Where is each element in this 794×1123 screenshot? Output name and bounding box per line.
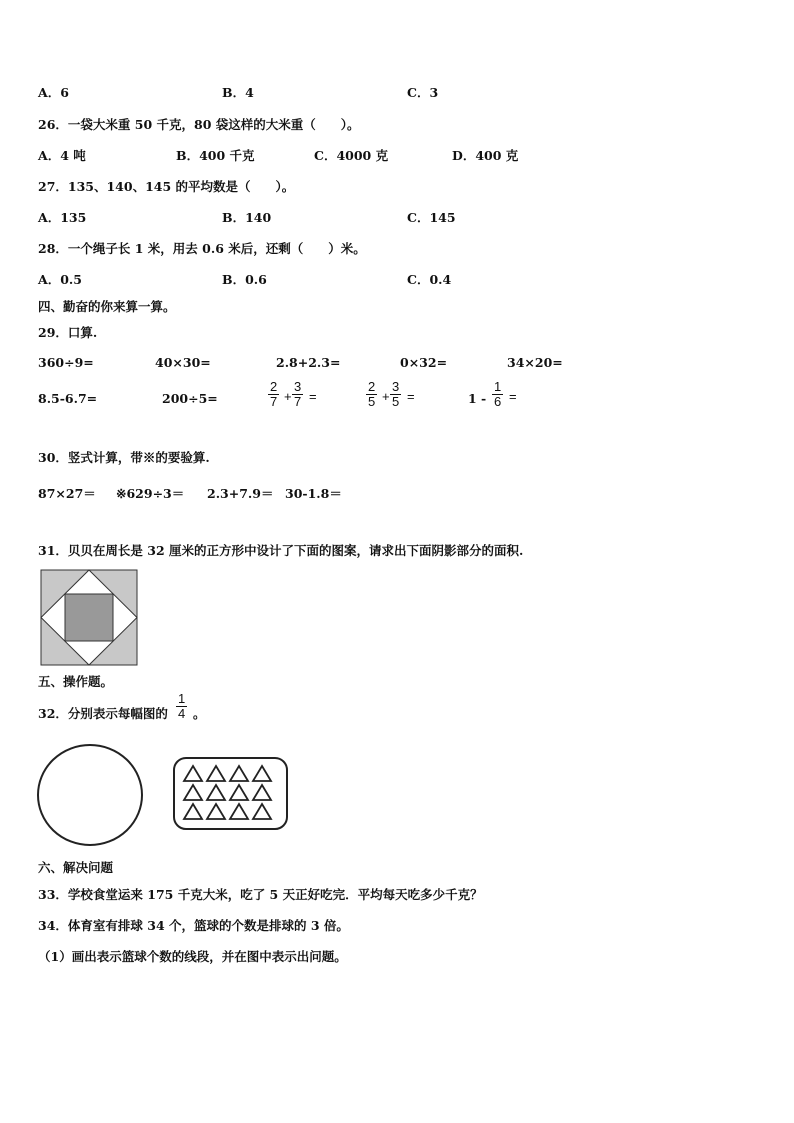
fraction-1-4: [176, 692, 187, 721]
equals-sign: =: [407, 389, 415, 404]
q27-option-b: B．140: [222, 210, 272, 225]
q25-option-a: A．6: [38, 85, 69, 100]
denominator: 7: [270, 394, 278, 409]
q31-square-pattern-figure: [40, 569, 140, 667]
q30-item-3: 2.3+7.9＝: [207, 486, 274, 501]
numerator: 3: [294, 379, 302, 394]
q30-stem: 30．竖式计算，带※的要验算.: [38, 450, 210, 465]
fraction-2-7: [268, 380, 279, 409]
fraction-2-5: [366, 380, 377, 409]
q30-item-1: 87×27＝: [38, 486, 96, 501]
q34-stem: 34．体育室有排球 34 个，篮球的个数是排球的 3 倍。: [38, 918, 349, 933]
q30-item-2: ※629÷3＝: [116, 486, 185, 501]
denominator: 6: [494, 394, 502, 409]
fraction-3-5: [390, 380, 401, 409]
fraction-1-6: [492, 380, 503, 409]
q27-option-a: A．135: [38, 210, 87, 225]
q32-tail: 。: [193, 706, 206, 721]
q32-triangles-figure: [172, 756, 290, 832]
numerator: 3: [392, 379, 400, 394]
section5-title: 五、操作题。: [38, 674, 114, 689]
denominator: 5: [392, 394, 400, 409]
q27-stem: 27．135、140、145 的平均数是（ ）。: [38, 179, 295, 194]
numerator: 2: [270, 379, 278, 394]
plus-sign: +: [382, 389, 390, 404]
q25-option-c: C．3: [407, 85, 439, 100]
q33-stem: 33．学校食堂运来 175 千克大米，吃了 5 天正好吃完．平均每天吃多少千克？: [38, 887, 483, 902]
q28-option-a: A．0.5: [38, 272, 82, 287]
numerator: 1: [494, 379, 502, 394]
q28-option-c: C．0.4: [407, 272, 452, 287]
denominator: 4: [178, 706, 186, 721]
q26-option-c: C．4000 克: [314, 148, 389, 163]
q31-stem: 31．贝贝在周长是 32 厘米的正方形中设计了下面的图案，请求出下面阴影部分的面积.: [38, 543, 524, 558]
fraction-3-7: [292, 380, 303, 409]
q25-option-b: B．4: [222, 85, 254, 100]
q26-stem: 26．一袋大米重 50 千克，80 袋这样的大米重（ ）。: [38, 117, 360, 132]
equals-sign: =: [309, 389, 317, 404]
inner-square: [65, 594, 113, 641]
q29-item-3: 2.8+2.3=: [276, 355, 341, 370]
denominator: 5: [368, 394, 376, 409]
q26-option-b: B．400 千克: [176, 148, 255, 163]
numerator: 2: [368, 379, 376, 394]
q30-item-4: 30-1.8＝: [285, 486, 342, 501]
q29-item-7: 200÷5=: [162, 391, 218, 406]
section4-title: 四、勤奋的你来算一算。: [38, 299, 176, 314]
numerator: 1: [178, 691, 186, 706]
q29-item-2: 40×30=: [155, 355, 211, 370]
equals-sign: =: [509, 389, 517, 404]
q29-item-5: 34×20=: [507, 355, 563, 370]
one-minus: 1 -: [468, 391, 487, 406]
q26-option-d: D．400 克: [452, 148, 519, 163]
q34-sub1: （1）画出表示篮球个数的线段，并在图中表示出问题。: [38, 949, 347, 964]
q32-stem: 32．分别表示每幅图的: [38, 706, 168, 721]
q28-stem: 28．一个绳子长 1 米，用去 0.6 米后，还剩（ ）米。: [38, 241, 366, 256]
q29-item-4: 0×32=: [400, 355, 448, 370]
q29-item-1: 360÷9=: [38, 355, 94, 370]
q26-option-a: A．4 吨: [38, 148, 86, 163]
q29-stem: 29．口算.: [38, 325, 98, 340]
q32-circle-figure: [36, 744, 148, 848]
q28-option-b: B．0.6: [222, 272, 267, 287]
circle-shape: [38, 745, 142, 845]
section6-title: 六、解决问题: [38, 860, 114, 875]
q29-item-6: 8.5-6.7=: [38, 391, 98, 406]
q27-option-c: C．145: [407, 210, 456, 225]
plus-sign: +: [284, 389, 292, 404]
denominator: 7: [294, 394, 302, 409]
